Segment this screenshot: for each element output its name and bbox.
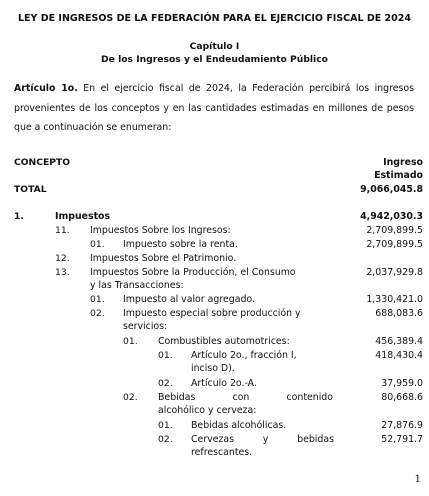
row-label: Combustibles automotrices: — [158, 336, 290, 347]
row-value: 52,791.7 — [381, 434, 423, 445]
row-value: 80,668.6 — [381, 392, 423, 403]
row-label: Impuestos Sobre el Patrimonio. — [90, 253, 237, 264]
row-number: 12. — [55, 253, 70, 264]
row-value: 2,709,899.5 — [366, 225, 423, 236]
row-label: Impuesto al valor agregado. — [123, 294, 255, 305]
row-label: Impuesto sobre la renta. — [123, 239, 238, 250]
amount-header-line2: Estimado — [374, 170, 423, 181]
amount-header-line1: Ingreso — [383, 157, 423, 168]
row-label-line1: Impuestos Sobre la Producción, el Consumo — [90, 267, 296, 278]
row-number: 02. — [158, 434, 173, 445]
row-value: 2,037,929.8 — [366, 267, 423, 278]
chapter-heading: Capítulo I — [189, 41, 240, 52]
row-number: 01. — [123, 336, 138, 347]
row-label: Impuestos — [55, 211, 111, 222]
row-value: 37,959.0 — [381, 378, 423, 389]
article-text: En el ejercicio fiscal de 2024, la Federación percibirá los ingresos provenientes de los conceptos y en las cantidades estimadas en millones de pesos que a continuación se enumeran: — [14, 83, 414, 133]
row-value: 456,389.4 — [375, 336, 423, 347]
article-paragraph — [14, 79, 414, 138]
row-value: 688,083.6 — [375, 308, 423, 319]
law-title: LEY DE INGRESOS DE LA FEDERACIÓN PARA EL EJERCICIO FISCAL DE 2024 — [18, 13, 411, 24]
row-value: 27,876.9 — [381, 420, 423, 431]
row-label-line1: Bebidas con contenido — [158, 392, 333, 403]
row-label-line2: servicios: — [123, 321, 168, 332]
total-value: 9,066,045.8 — [360, 184, 423, 195]
row-label-line2: inciso D). — [191, 363, 235, 374]
row-label: Bebidas alcohólicas. — [191, 420, 287, 431]
row-value: 1,330,421.0 — [366, 294, 423, 305]
row-label-line1: Cervezas y bebidas — [191, 434, 334, 445]
row-number: 01. — [90, 239, 105, 250]
row-number: 02. — [158, 378, 173, 389]
row-number: 1. — [14, 211, 24, 222]
row-label-line1: Artículo 2o., fracción I, — [191, 350, 297, 361]
row-number: 01. — [90, 294, 105, 305]
article-label: Artículo 1o. — [14, 83, 78, 94]
row-number: 02. — [123, 392, 138, 403]
row-label-line1: Impuesto especial sobre producción y — [123, 308, 301, 319]
chapter-title: De los Ingresos y el Endeudamiento Público — [101, 54, 328, 65]
row-label: Artículo 2o.-A. — [191, 378, 257, 389]
concept-header: CONCEPTO — [14, 157, 71, 168]
row-value: 2,709,899.5 — [366, 239, 423, 250]
row-number: 01. — [158, 420, 173, 431]
row-number: 13. — [55, 267, 70, 278]
row-label-line2: refrescantes. — [191, 447, 253, 458]
row-number: 11. — [55, 225, 70, 236]
row-value: 418,430.4 — [375, 350, 423, 361]
row-label: Impuestos Sobre los Ingresos: — [90, 225, 231, 236]
row-value: 4,942,030.3 — [360, 211, 423, 222]
row-number: 02. — [90, 308, 105, 319]
row-label-line2: y las Transacciones: — [90, 280, 184, 291]
row-label-line2: alcohólico y cerveza: — [158, 405, 257, 416]
total-label: TOTAL — [14, 184, 47, 195]
page-number: 1 — [414, 474, 421, 485]
row-number: 01. — [158, 350, 173, 361]
